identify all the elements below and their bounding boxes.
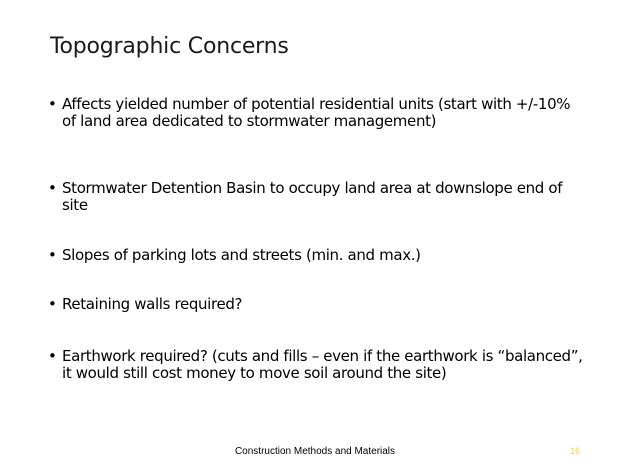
bullet-text: Earthwork required? (cuts and fills – even if the earthwork is “balanced”, it would still cost money to move soil around the site) xyxy=(62,347,583,382)
slide-title: Topographic Concerns xyxy=(50,34,289,59)
bullet-dot-icon: • xyxy=(48,179,57,197)
page-number: 16 xyxy=(570,446,581,456)
bullet-item xyxy=(48,348,588,382)
bullet-item xyxy=(48,96,588,130)
bullet-text: Stormwater Detention Basin to occupy land area at downslope end of site xyxy=(62,179,563,214)
bullet-text: Retaining walls required? xyxy=(62,295,243,313)
slide-footer: Construction Methods and Materials xyxy=(234,446,396,457)
bullet-item xyxy=(48,247,421,264)
bullet-dot-icon: • xyxy=(48,295,57,313)
bullet-text: Slopes of parking lots and streets (min. and max.) xyxy=(62,246,421,264)
bullet-item xyxy=(48,296,242,313)
bullet-dot-icon: • xyxy=(48,347,57,365)
bullet-dot-icon: • xyxy=(48,95,57,113)
bullet-text: Affects yielded number of potential residential units (start with +/-10% of land area dedicated to stormwater management) xyxy=(62,95,571,130)
bullet-dot-icon: • xyxy=(48,246,57,264)
bullet-item xyxy=(48,180,588,214)
